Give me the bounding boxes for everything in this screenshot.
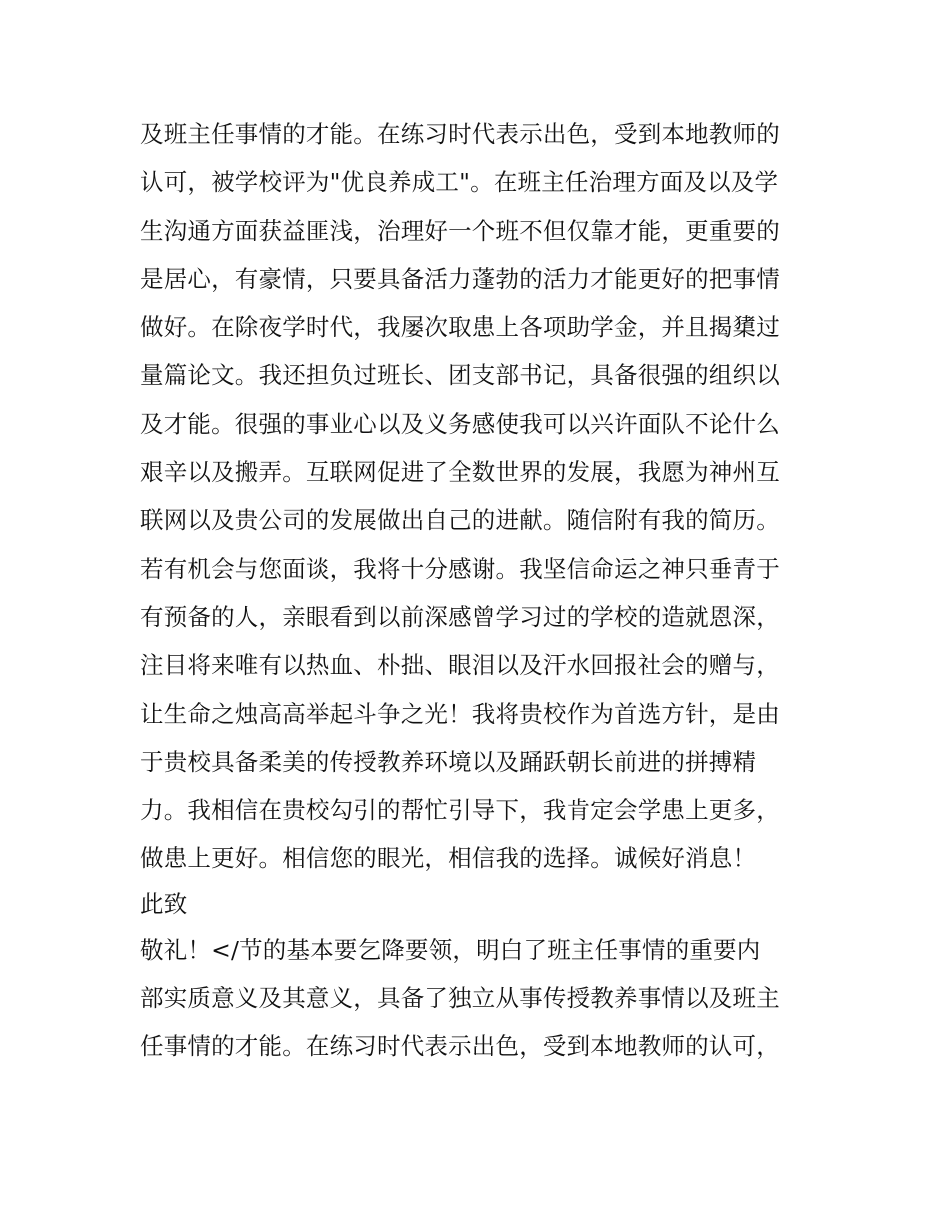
text-line: 部实质意义及其意义，具备了独立从事传授教养事情以及班主 bbox=[140, 984, 780, 1013]
text-line: 若有机会与您面谈，我将十分感谢。我坚信命运之神只垂青于 bbox=[140, 554, 780, 583]
text-line: 及才能。很强的事业心以及义务感使我可以兴许面队不论什么 bbox=[140, 409, 780, 438]
text-line: 敬礼！</节的基本要乞降要领，明白了班主任事情的重要内 bbox=[140, 935, 761, 964]
text-line: 让生命之烛高高举起斗争之光！我将贵校作为首选方针，是由 bbox=[140, 699, 780, 728]
text-line: 做好。在除夜学时代，我屡次取患上各项助学金，并且揭橥过 bbox=[140, 313, 780, 342]
text-line: 认可，被学校评为"优良养成工"。在班主任治理方面及以及学 bbox=[140, 168, 779, 197]
text-line: 联网以及贵公司的发展做出自己的进献。随信附有我的简历。 bbox=[140, 506, 780, 535]
text-line: 于贵校具备柔美的传授教养环境以及踊跃朝长前进的拼搏精 bbox=[140, 747, 757, 776]
text-line: 及班主任事情的才能。在练习时代表示出色，受到本地教师的 bbox=[140, 120, 780, 148]
document-body bbox=[140, 110, 830, 1071]
text-line: 艰辛以及搬弄。互联网促进了全数世界的发展，我愿为神州互 bbox=[140, 458, 780, 487]
closing-salutation: 此致 bbox=[140, 889, 188, 918]
text-line: 是居心，有豪情，只要具备活力蓬勃的活力才能更好的把事情 bbox=[140, 264, 780, 293]
text-line: 量篇论文。我还担负过班长、团支部书记，具备很强的组织以 bbox=[140, 361, 780, 390]
text-line: 有预备的人，亲眼看到以前深感曾学习过的学校的造就恩深， bbox=[140, 602, 780, 631]
text-line: 注目将来唯有以热血、朴拙、眼泪以及汗水回报社会的赠与， bbox=[140, 651, 780, 680]
text-line: 力。我相信在贵校勾引的帮忙引导下，我肯定会学患上更多， bbox=[140, 796, 780, 825]
text-line: 任事情的才能。在练习时代表示出色，受到本地教师的认可， bbox=[140, 1032, 780, 1061]
text-line: 做患上更好。相信您的眼光，相信我的选择。诚候好消息！ bbox=[140, 844, 757, 873]
text-line: 生沟通方面获益匪浅，治理好一个班不但仅靠才能，更重要的 bbox=[140, 216, 780, 245]
